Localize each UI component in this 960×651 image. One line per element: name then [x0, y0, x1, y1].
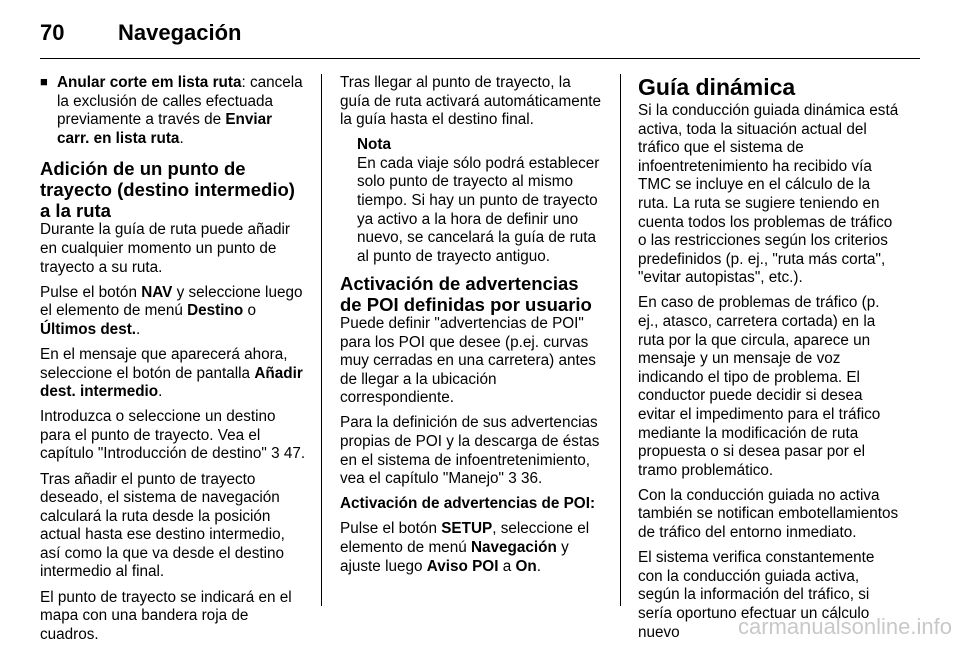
- paragraph: Puede definir "advertencias de POI" para los POI que desee (p.ej. curvas muy cerradas en una carretera) antes de llegar a la ubicación correspondiente.: [340, 314, 596, 407]
- paragraph: Tras llegar al punto de trayecto, la guía de ruta activará automáticamente la guía hasta el destino final.: [340, 74, 602, 129]
- column-divider-2: [620, 74, 621, 606]
- paragraph: En el mensaje que aparecerá ahora, seleccione el botón de pantalla Añadir dest. intermedio.: [40, 345, 303, 401]
- column-3: [638, 74, 902, 649]
- note-block: [340, 136, 602, 266]
- subheading-poi-activation: Activación de advertencias de POI:: [340, 495, 596, 513]
- page-section-title: Navegación: [118, 20, 242, 45]
- paragraph: Pulse el botón SETUP, seleccione el elemento de menú Navegación y ajuste luego Aviso POI a On.: [340, 520, 590, 575]
- reference-arrow-icon: 3: [508, 470, 517, 488]
- note-title: Nota: [357, 136, 391, 154]
- column-divider-1: [321, 74, 322, 606]
- paragraph: El punto de trayecto se indicará en el mapa con una bandera roja de cuadros.: [40, 588, 292, 643]
- bullet-square-icon: ■: [40, 74, 48, 89]
- paragraph: Pulse el botón NAV y seleccione luego el elemento de menú Destino o Últimos dest..: [40, 283, 303, 338]
- watermark: carmanualsonline.info: [737, 614, 952, 639]
- section-heading-poi: Activación de advertencias de POI definidas por usuario: [340, 272, 592, 315]
- paragraph: El sistema verifica constantemente con la conducción guiada activa, según la información del tráfico, si sería oportuno efectuar un cálculo nuevo: [638, 549, 875, 641]
- paragraph: Si la conducción guiada dinámica está activa, toda la situación actual del tráfico que el sistema de infoentretenimiento ha recibido vía TMC se incluye en el cálculo de la ruta. La ruta se sugiere teniendo en cuenta todos los problemas de tráfico o las restricciones según los criterios predefinidos (p. ej., "ruta más corta", "evitar autopistas", etc.).: [638, 102, 899, 287]
- page-number: 70: [40, 20, 65, 45]
- note-text: En cada viaje sólo podrá establecer solo punto de trayecto al mismo tiempo. Si hay un punto de trayecto ya activo a la hora de definir uno nuevo, se cancelará la guía de ruta al punto de trayecto antiguo.: [357, 154, 600, 265]
- bullet-item: ■ Anular corte em lista ruta: cancela la exclusión de calles efectuada previamente a través de Enviar carr. en lista ruta.: [40, 74, 303, 147]
- header-rule: [40, 58, 920, 59]
- column-1: [40, 74, 308, 651]
- paragraph: Con la conducción guiada no activa también se notifican embotellamientos de tráfico del entorno inmediato.: [638, 486, 899, 542]
- section-heading-dynamic-guidance: Guía dinámica: [638, 74, 796, 100]
- paragraph: Introduzca o seleccione un destino para el punto de trayecto. Vea el capítulo "Introducción de destino" 3 47.: [40, 408, 306, 463]
- paragraph: En caso de problemas de tráfico (p. ej., atasco, carretera cortada) en la ruta por la que circula, aparece un mensaje y un mensaje de voz indicando el tipo de problema. El conductor puede decidir si desea evitar el impedimento para el tráfico mediante la modificación de ruta propuesta o si desea pasar por el tramo problemático.: [638, 294, 881, 479]
- paragraph: Para la definición de sus advertencias propias de POI y la descarga de éstas en el sistema de infoentretenimiento, vea el capítulo "Manejo" 3 36.: [340, 414, 600, 488]
- paragraph: Durante la guía de ruta puede añadir en cualquier momento un punto de trayecto a su ruta.: [40, 221, 291, 276]
- reference-arrow-icon: 3: [271, 445, 280, 463]
- paragraph: Tras añadir el punto de trayecto deseado, el sistema de navegación calculará la ruta desde la posición actual hasta ese destino intermedio, así como la que va desde el destino intermedio al final.: [40, 470, 285, 581]
- page-header: [40, 14, 920, 54]
- section-heading-waypoint: Adición de un punto de trayecto (destino intermedio) a la ruta: [40, 158, 295, 222]
- column-2: [340, 74, 602, 583]
